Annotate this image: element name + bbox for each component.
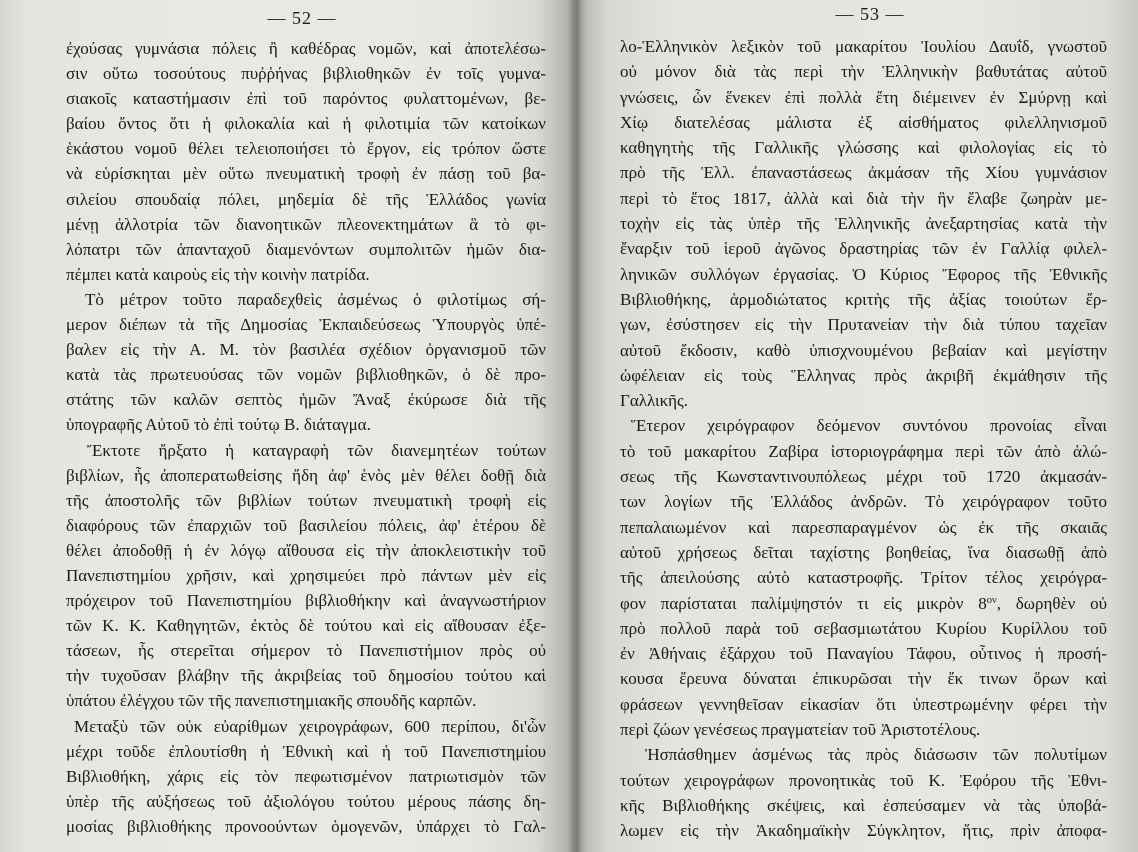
text-line: Γαλλικῆς. [620, 391, 689, 411]
text-segment: φον παρίσταται παλίμψηστόν τι εἰς μικρὸν 8 [620, 593, 987, 613]
text-line: κουσα ἔρευνα δύναται ἐπικυρῶσαι τὴν ἔκ τινων ὅρων καὶ [620, 669, 1107, 689]
page-number: — 53 — [835, 4, 905, 24]
text-line: φράσεων γεννηθεῖσαν εἰκασίαν ὅτι ὑπεστρωμένην φέρει τὴν [620, 694, 1107, 714]
page-number: — 52 — [267, 8, 337, 28]
text-line: μένῃ ἀλλοτρία τῶν διανοητικῶν πλεονεκτημάτων ἃ τὸ φι- [66, 214, 546, 234]
text-line: λωμεν εἰς τὴν Ἀκαδημαϊκὴν Σύγκλητον, ἥτις, πρὶν ἀποφα- [620, 821, 1107, 841]
text-line: πρὸ τῆς Ἑλλ. ἐπαναστάσεως ἀκμάσαν τῆς Χίου γυμνάσιον [620, 163, 1107, 183]
text-line: τῆς ἀπειλούσης αὐτὸ καταστροφῆς. Τρίτον τέλος χειρόγρα- [620, 568, 1107, 588]
paragraph-start-line: Ἔκτοτε ἤρξατο ἡ καταγραφὴ τῶν διανεμητέων τούτων [87, 440, 546, 460]
text-line: περὶ ζώων γενέσεως πραγματείαν τοῦ Ἀριστοτέλους. [620, 720, 981, 740]
text-line: διαφόρους τῶν ἐπαρχιῶν τοῦ βασιλείου πόλεις, ἀφ' ἑτέρου δὲ [66, 515, 546, 535]
text-line: ἑκάστου νομοῦ θέλει τελειοποιήσει τὸ ἔργον, εἰς τρόπον ὥστε [66, 139, 546, 159]
text-line: κατὰ τὰς πρωτευούσας τῶν νομῶν βιβλιοθηκῶν, ὁ δὲ προ- [66, 365, 546, 385]
text-line: ὑπὲρ τῆς αὐξήσεως τοῦ ἀξιολόγου τούτου μέρους πάσης δη- [66, 791, 546, 811]
text-line: Χίῳ διατελέσας μάλιστα ἐξ αἰσθήματος φιλελληνισμοῦ [620, 112, 1107, 132]
text-line: περὶ τὸ ἔτος 1817, ἀλλὰ καὶ διὰ τὴν ἣν ἔλαβε ζωηρὰν με- [620, 188, 1107, 208]
text-line: τὸ τοῦ μακαρίτου Ζαβίρα ἱστοριογράφημα περὶ τῶν ἀπὸ ἁλώ- [620, 441, 1107, 461]
text-line: των λογίων τῆς Ἑλλάδος ἀνδρῶν. Τὸ χειρόγραφον τοῦτο [620, 492, 1107, 512]
text-line: μοσίας βιβλιοθήκης προνοούντων ὁμογενῶν, ὑπάρχει τὸ Γαλ- [66, 816, 546, 836]
text-line: πρὸ πολλοῦ παρὰ τοῦ σεβασμιωτάτου Κυρίου Κυρίλλου τοῦ [620, 618, 1107, 638]
right-page-text [620, 34, 1107, 844]
text-line: μέχρι τοῦδε ἐπλουτίσθη ἡ Ἐθνικὴ καὶ ἡ τοῦ Πανεπιστημίου [66, 741, 546, 761]
text-line: σιλείου σπουδαίᾳ πόλει, μηδεμία δὲ τῆς Ἑλλάδος γωνία [66, 189, 546, 209]
paragraph-start-line: Μεταξὺ τῶν οὐκ εὐαρίθμων χειρογράφων, 600 περίπου, δι'ὧν [74, 716, 546, 736]
ordinal-superscript: ον [986, 594, 997, 606]
text-line: στάτης τῶν καλῶν σεπτὸς ἡμῶν Ἄναξ ἐκύρωσε διὰ τῆς [66, 390, 546, 410]
text-line: αὐτοῦ χρήσεως δεῖται ταχίστης βοηθείας, ἵνα διασωθῇ ἀπὸ [620, 542, 1107, 562]
text-line: τούτων χειρογράφων προνοητικὰς τοῦ Κ. Ἐφόρου τῆς Ἐθνι- [620, 770, 1107, 790]
text-line: κῆς Βιβλιοθήκης σκέψεις, καὶ ἐσπεύσαμεν νὰ τὰς ὑποβά- [620, 795, 1107, 815]
text-line: σιν οὕτω τοσούτους πυῤῥήνας βιβλιοθηκῶν ἐν τοῖς γυμνα- [66, 64, 546, 84]
text-line: τάσεων, ἧς στερεῖται σήμερον τὸ Πανεπιστήμιον πρὸς οὐ [66, 641, 546, 661]
text-line: λο-Ἑλληνικὸν λεξικὸν τοῦ μακαρίτου Ἰουλίου Δαυΐδ, γνωστοῦ [620, 37, 1107, 56]
text-line: τὴν τυχοῦσαν βλάβην τῆς ἀκριβείας τοῦ δημοσίου τούτου καὶ [66, 666, 546, 686]
text-line: ληνικῶν συλλόγων ἐργασίας. Ὁ Κύριος Ἔφορος τῆς Ἐθνικῆς [620, 264, 1107, 284]
text-line [620, 591, 1107, 616]
paragraph-start-line: Ἠσπάσθημεν ἀσμένως τὰς πρὸς διάσωσιν τῶν πολυτίμων [645, 745, 1107, 765]
text-line: πρόχειρον τοῦ Πανεπιστημίου βιβλιοθήκην καὶ ἀναγνωστήριον [66, 591, 546, 611]
text-line: νὰ εὑρίσκηται μὲν οὕτω πνευματικὴ τροφὴ ἐν πάσῃ τοῦ βα- [66, 164, 546, 184]
text-line: τῆς ἀποστολῆς τῶν βιβλίων τούτων πνευματικὴ τροφὴ εἰς [66, 490, 546, 510]
text-line: ὑπάτου ἐλέγχου τῶν τῆς πανεπιστημιακῆς σπουδῆς καρπῶν. [66, 691, 477, 711]
text-line: μερον διέπων τὰ τῆς Δημοσίας Ἐκπαιδεύσεως Ὑπουργὸς ὑπέ- [66, 315, 546, 335]
text-line: ἔναρξιν τοῦ ἱεροῦ ἀγῶνος δραστηρίας τῶν ἐν Γαλλίᾳ φιλελ- [620, 239, 1107, 259]
text-line: Βιβλιοθήκης, ἁρμοδιώτατος κριτὴς τῆς ἀξίας τοιούτων ἔρ- [620, 289, 1107, 309]
text-line: βαίου ὄντος ὅτι ἡ φιλοκαλία καὶ ἡ φιλοτιμία τῶν κατοίκων [66, 114, 546, 134]
text-line: βιβλίων, ἧς ἀποπερατωθείσης ἤδη ἀφ' ἑνὸς μὲν θέλει δοθῇ διὰ [66, 465, 546, 485]
text-line: λόπατρι τῶν ἁπανταχοῦ διαμενόντων συμπολιτῶν ἡμῶν δια- [66, 239, 546, 259]
paragraph-start-line: Ἕτερον χειρόγραφον δεόμενον συντόνου προνοίας εἶναι [631, 416, 1107, 436]
text-line: γνώσεις, ὧν ἕνεκεν ἐπὶ πολλὰ ἔτη διέμεινεν ἐν Σμύρνῃ καὶ [620, 87, 1107, 107]
book-gutter [568, 0, 582, 852]
paragraph-start-line: Τὸ μέτρον τοῦτο παραδεχθεὶς ἀσμένως ὁ φιλοτίμως σή- [85, 289, 546, 309]
text-line: ἐχούσας γυμνάσια πόλεις ἢ καθέδρας νομῶν, καὶ ἀποτελέσω- [66, 39, 546, 58]
text-line: ὑπογραφῆς Αὐτοῦ τὸ ἐπὶ τούτῳ Β. διάταγμα. [66, 415, 371, 435]
text-line: τῶν Κ. Κ. Καθηγητῶν, ἐκτὸς δὲ τούτου καὶ εἰς αἴθουσαν ἐξε- [66, 616, 546, 636]
text-line: θέλει ἀποδοθῇ ἡ ἐν λόγῳ αἴθουσα εἰς τὴν ἀποκλειστικὴν τοῦ [66, 540, 546, 560]
text-line: ἐν Ἀθήναις ἐξάρχου τοῦ Παναγίου Τάφου, οὗτινος ἡ προσή- [620, 644, 1107, 664]
text-line: καθηγητὴς τῆς Γαλλικῆς γλώσσης καὶ φιλολογίας εἰς τὸ [620, 138, 1107, 158]
text-line: βαλεν εἰς τὴν Α. Μ. τὸν βασιλέα σχέδιον ὀργανισμοῦ τῶν [66, 340, 546, 360]
text-line: γων, ἐσύστησεν εἰς τὴν Πρυτανείαν τὴν διὰ τύπου ταχεῖαν [620, 315, 1107, 335]
text-line: Πανεπιστημίου χρῆσιν, καὶ χρησιμεύει πρὸ πάντων μὲν εἰς [66, 565, 546, 585]
text-line: αὐτοῦ ἔκδοσιν, καθὸ ὑπισχνουμένου βεβαίαν καὶ μεγίστην [620, 340, 1107, 360]
text-line: πεπαλαιωμένον καὶ παρεσπαραγμένον ὡς ἐκ τῆς σκαιᾶς [620, 517, 1107, 537]
text-line: πέμπει κατὰ καιροὺς εἰς τὴν κοινὴν πατρίδα. [66, 264, 370, 284]
left-page-text [66, 36, 546, 839]
text-line: σεως τῆς Κωνσταντινουπόλεως μέχρι τοῦ 1720 ἀκμασάν- [620, 467, 1107, 487]
text-segment: , δωρηθὲν οὐ [996, 593, 1107, 613]
text-line: ὠφέλειαν εἰς τοὺς Ἕλληνας πρὸς ἀκριβῆ ἐκμάθησιν τῆς [620, 365, 1107, 385]
text-line: τοχὴν εἰς τὰς ὑπὲρ τῆς Ἑλληνικῆς ἀνεξαρτησίας κατὰ τὴν [620, 214, 1107, 234]
text-line: Βιβλιοθήκη, χάρις εἰς τὸν πεφωτισμένον πατριωτισμὸν τῶν [66, 766, 546, 786]
text-line: οὐ μόνον διὰ τὰς περὶ τὴν Ἑλληνικὴν βαθυτάτας αὐτοῦ [620, 62, 1107, 82]
text-line: σιακοῖς καταστήμασιν ἐπὶ τοῦ παρόντος φυλαττομένων, βε- [66, 89, 546, 109]
